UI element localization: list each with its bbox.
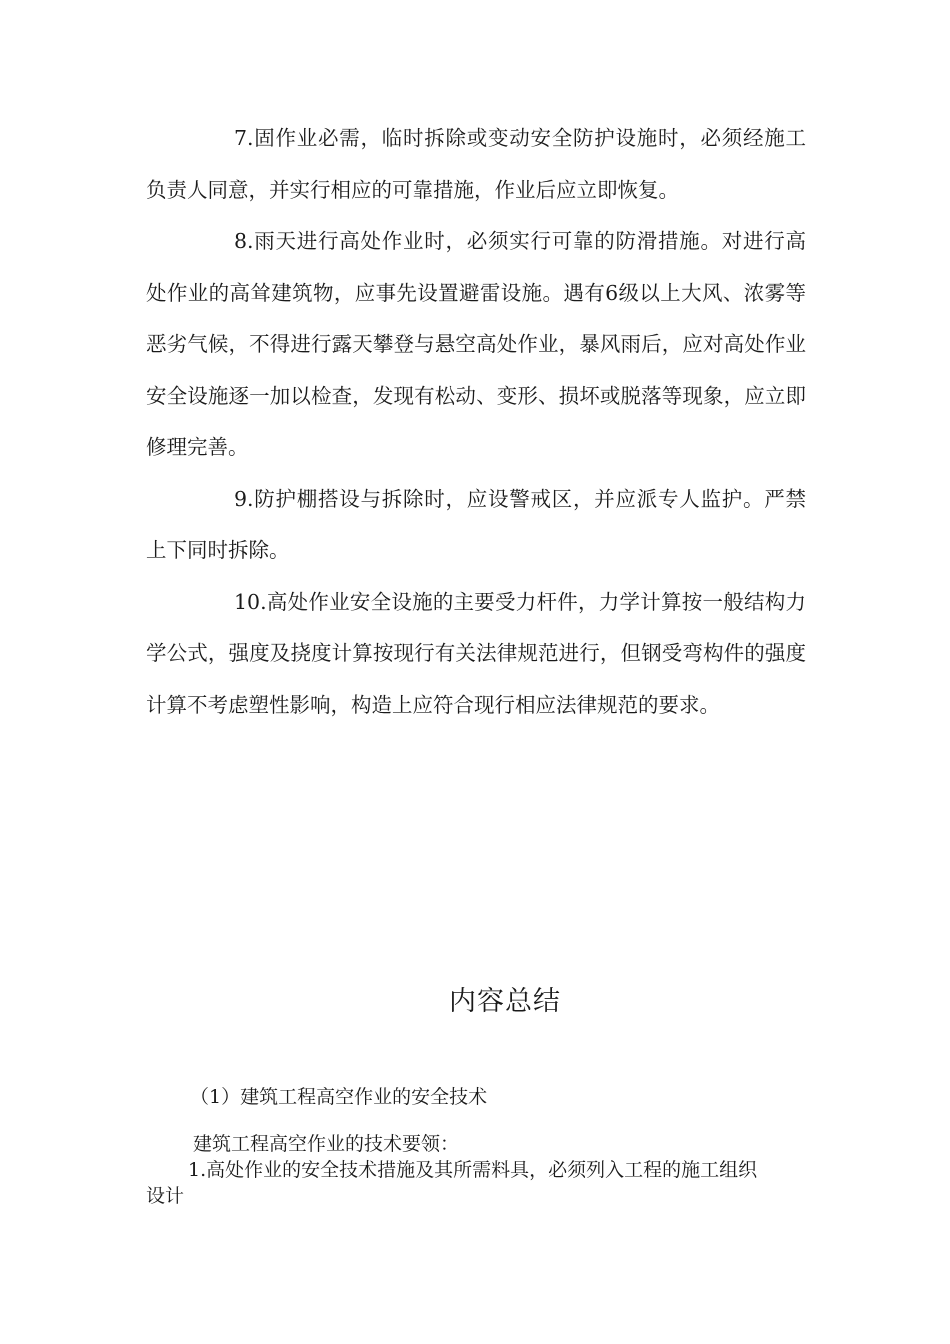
summary-subheading: 建筑工程高空作业的技术要领： bbox=[193, 1133, 460, 1155]
paragraph-9: 9.防护棚搭设与拆除时，应设警戒区，并应派专人监护。严禁上下同时拆除。 bbox=[146, 486, 806, 562]
summary-item bbox=[146, 1157, 806, 1209]
paragraph-10: 10.高处作业安全设施的主要受力杆件，力学计算按一般结构力学公式，强度及挠度计算按现行有关法律规范进行，但钢受弯构件的强度计算不考虑塑性影响，构造上应符合现行相应法律规范的要求。 bbox=[146, 589, 806, 717]
summary-heading: （1）建筑工程高空作业的安全技术 bbox=[190, 1086, 488, 1108]
summary-item-line1: 1.高处作业的安全技术措施及其所需料具，必须列入工程的施工组织 bbox=[188, 1159, 758, 1181]
paragraph-8: 8.雨天进行高处作业时，必须实行可靠的防滑措施。对进行高处作业的高耸建筑物，应事先设置避雷设施。遇有6级以上大风、浓雾等恶劣气候，不得进行露天攀登与悬空高处作业，暴风雨后，应对高处作业安全设施逐一加以检查，发现有松动、变形、损坏或脱落等现象，应立即修理完善。 bbox=[146, 229, 806, 459]
paragraph-7: 7.固作业必需，临时拆除或变动安全防护设施时，必须经施工负责人同意，并实行相应的可靠措施，作业后应立即恢复。 bbox=[146, 126, 806, 202]
summary-title: 内容总结 bbox=[449, 986, 561, 1017]
summary-item-line2: 设计 bbox=[146, 1185, 185, 1207]
body-text bbox=[146, 113, 806, 731]
